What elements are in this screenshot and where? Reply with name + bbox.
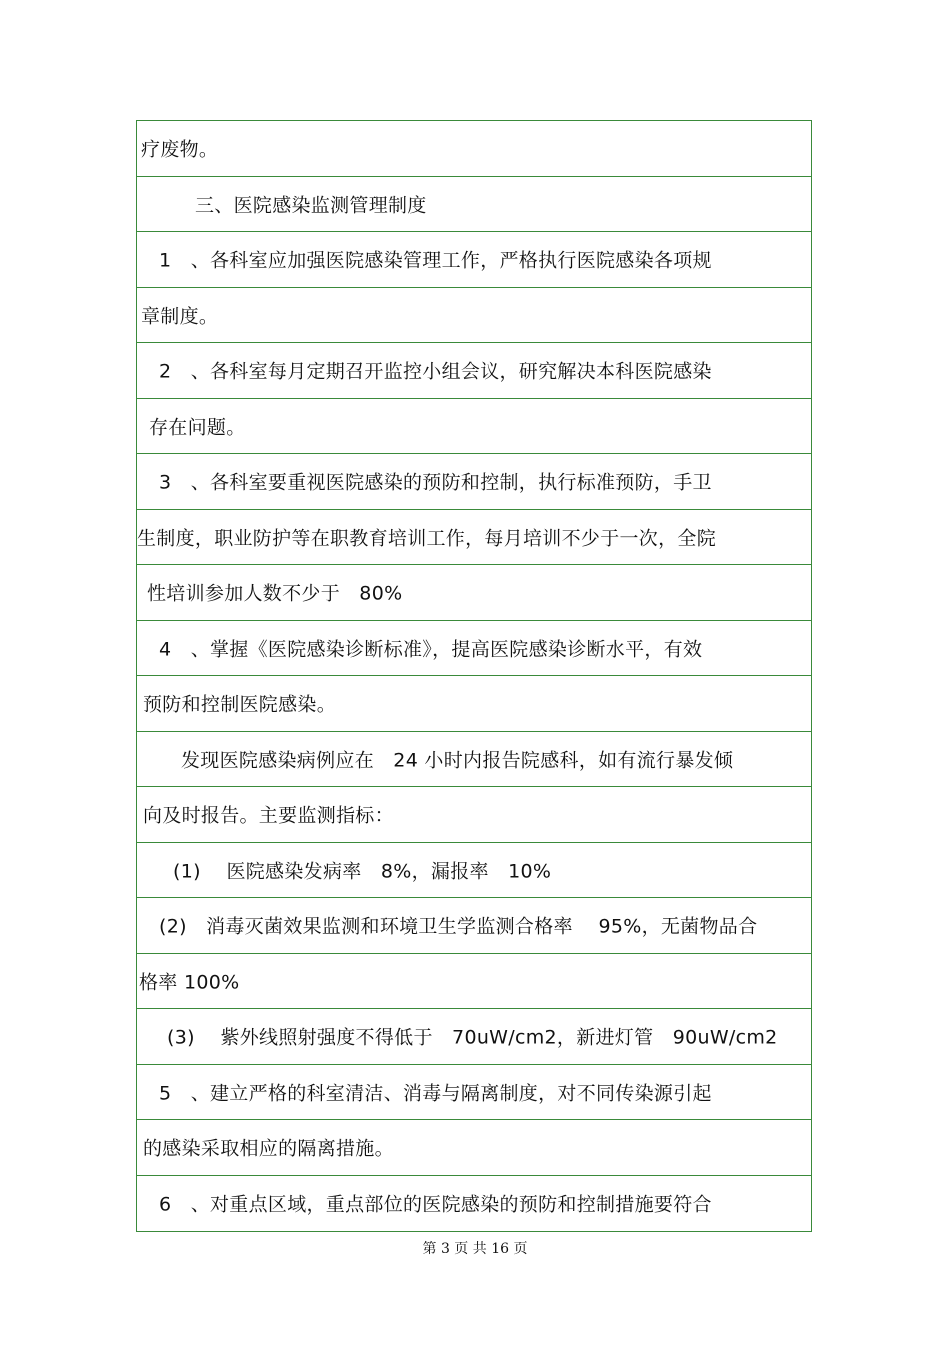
row-text: 格率 100% [139,971,240,994]
row-text: (2) 消毒灭菌效果监测和环境卫生学监测合格率 95%，无菌物品合 [159,915,758,938]
row-text: 发现医院感染病例应在 24 小时内报告院感科，如有流行暴发倾 [181,749,734,772]
text-row [137,232,811,288]
row-text: 3 、各科室要重视医院感染的预防和控制，执行标准预防，手卫 [159,471,712,494]
text-row [137,1065,811,1121]
row-text: 的感染采取相应的隔离措施。 [143,1137,394,1160]
row-text: (1) 医院感染发病率 8%，漏报率 10% [173,860,552,883]
text-row [137,898,811,954]
row-text: 生制度，职业防护等在职教育培训工作，每月培训不少于一次，全院 [137,527,717,550]
text-row [137,621,811,677]
row-text: 2 、各科室每月定期召开监控小组会议，研究解决本科医院感染 [159,360,712,383]
row-text: (3) 紫外线照射强度不得低于 70uW/cm2，新进灯管 90uW/cm2 [167,1026,778,1049]
text-row [137,843,811,899]
row-text: 6 、对重点区域，重点部位的医院感染的预防和控制措施要符合 [159,1193,712,1216]
document-table [136,120,812,1232]
text-row [137,454,811,510]
text-row [137,288,811,344]
text-row [137,787,811,843]
row-text: 性培训参加人数不少于 80% [147,582,403,605]
text-row [137,676,811,732]
text-row [137,1120,811,1176]
text-row [137,954,811,1010]
text-row [137,177,811,233]
text-row [137,399,811,455]
row-text: 章制度。 [141,305,219,328]
text-row [137,565,811,621]
row-text: 4 、掌握《医院感染诊断标准》，提高医院感染诊断水平，有效 [159,638,703,661]
page-number-footer: 第 3 页 共 16 页 [422,1241,528,1257]
row-text: 5 、建立严格的科室清洁、消毒与隔离制度，对不同传染源引起 [159,1082,712,1105]
text-row [137,1009,811,1065]
row-text: 预防和控制医院感染。 [143,693,337,716]
text-row [137,343,811,399]
text-row [137,1176,811,1232]
row-text: 向及时报告。主要监测指标： [143,804,394,827]
text-row [137,121,811,177]
row-text: 1 、各科室应加强医院感染管理工作，严格执行医院感染各项规 [159,249,712,272]
text-row [137,510,811,566]
section-heading: 三、医院感染监测管理制度 [195,194,427,217]
row-text: 存在问题。 [149,416,246,439]
text-row [137,732,811,788]
row-text: 疗废物。 [141,138,219,161]
